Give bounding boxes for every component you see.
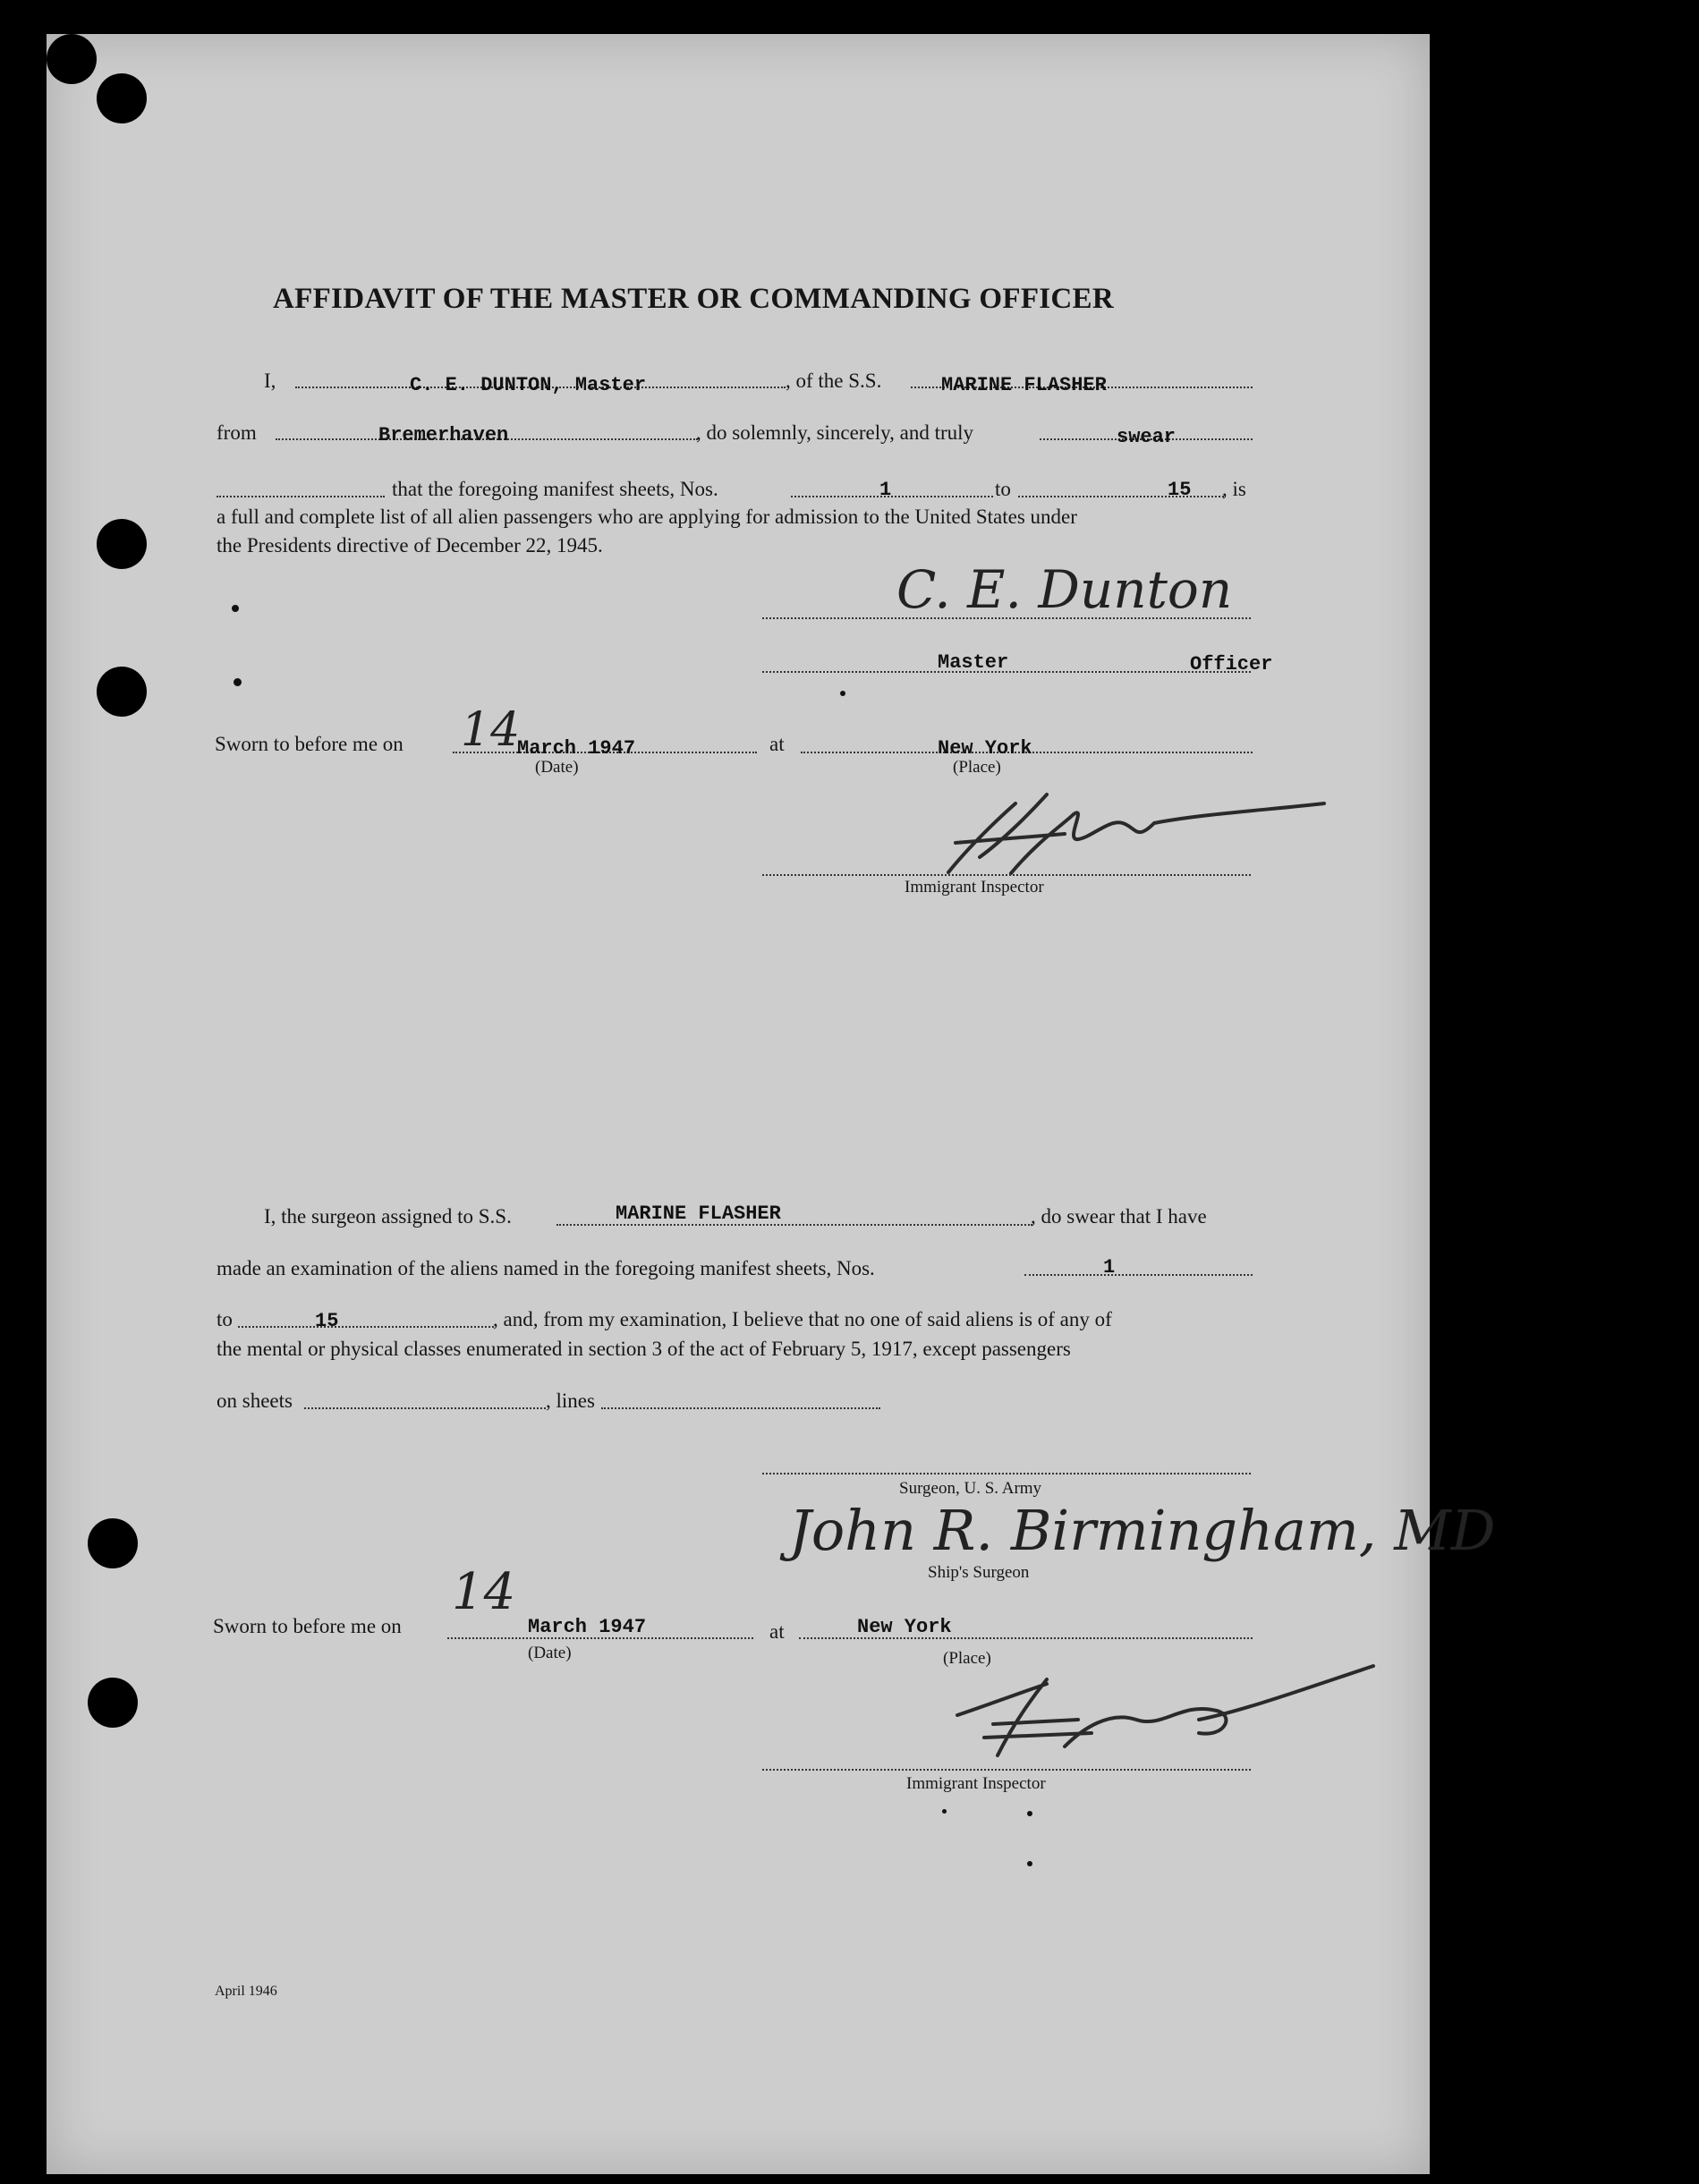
form-date: April 1946 [215,1984,277,1999]
date-caption: (Date) [535,758,579,777]
at-label-2: at [769,1620,785,1643]
on-sheets-line [304,1407,546,1409]
sworn-date-2: March 1947 [528,1616,647,1638]
lines-label: , lines [546,1389,595,1412]
rank: Master [938,651,1009,674]
rank-alt: Officer [1190,653,1273,676]
master-signature: C. E. Dunton [896,559,1233,620]
ship-name: MARINE FLASHER [941,374,1107,396]
inspector-caption-2: Immigrant Inspector [906,1774,1046,1793]
surgeon-line1-start: I, the surgeon assigned to S.S. [264,1205,512,1228]
sheet-from: 1 [879,479,892,501]
text-line2: a full and complete list of all alien passengers who are applying for admission to the United States under [217,506,1077,528]
surgeon-signature: John R. Birmingham, MD [789,1498,1496,1563]
master-name: C. E. DUNTON, Master [410,374,647,396]
text-of-the-ss: , of the S.S. [786,370,882,392]
text-is: , is [1222,478,1246,500]
punch-hole [47,34,97,84]
text-to: to [995,478,1011,500]
page-title: AFFIDAVIT OF THE MASTER OR COMMANDING OFFICER [273,283,1114,315]
inspector-signature-1 [930,787,1342,886]
text-solemnly: , do solemnly, sincerely, and truly [696,421,974,444]
speck [840,691,845,696]
port: Bremerhaven [378,424,509,446]
surgeon-line1-end: , do swear that I have [1031,1205,1207,1228]
surgeon-sheet-from: 1 [1103,1256,1116,1279]
punch-hole [97,667,147,717]
surgeon-to-line [238,1326,494,1328]
sworn-date: March 1947 [517,737,636,760]
army-line [762,1473,1251,1474]
speck [942,1809,947,1814]
speck [234,678,242,686]
punch-hole [97,73,147,123]
sheet-to: 15 [1168,479,1192,501]
surgeon-ship-name: MARINE FLASHER [616,1202,781,1225]
at-label: at [769,733,785,755]
sworn-place-2: New York [857,1616,952,1638]
sheet-to-line [1018,496,1224,497]
inspector-line-1 [762,874,1251,876]
text-i: I, [264,370,276,392]
affidavit-page [47,34,1430,2174]
inspector-signature-2 [930,1666,1378,1764]
inspector-caption-1: Immigrant Inspector [905,878,1044,897]
signature-line [762,617,1251,619]
sworn-place: New York [938,737,1032,760]
surgeon-line2: made an examination of the aliens named in the foregoing manifest sheets, Nos. [217,1257,875,1279]
speck [232,605,239,612]
blank-line [217,496,385,497]
oath: swear [1117,426,1177,448]
punch-hole [97,519,147,569]
on-sheets-label: on sheets [217,1389,293,1412]
surgeon-line3-end: , and, from my examination, I believe that no one of said aliens is of any of [493,1308,1112,1330]
sworn-label: Sworn to before me on [215,733,404,755]
text-manifest: that the foregoing manifest sheets, Nos. [392,478,718,500]
surgeon-line4: the mental or physical classes enumerated in section 3 of the act of February 5, 1917, except passengers [217,1338,1071,1360]
surgeon-sheet-to: 15 [315,1310,339,1332]
text-line3: the Presidents directive of December 22, 1945. [217,534,603,557]
sheet-from-line [791,496,993,497]
punch-hole [88,1678,138,1728]
sworn-day-2: 14 [452,1563,516,1621]
surgeon-from-line [1024,1274,1253,1276]
army-caption: Surgeon, U. S. Army [899,1479,1042,1498]
speck [1027,1811,1032,1816]
lines-line [601,1407,880,1409]
place-caption: (Place) [953,758,1001,777]
text-from: from [217,421,257,444]
punch-hole [88,1518,138,1568]
inspector-line-2 [762,1769,1251,1771]
sworn-label-2: Sworn to before me on [213,1615,402,1637]
speck [1027,1861,1032,1866]
date-caption-2: (Date) [528,1644,572,1662]
surgeon-to: to [217,1308,233,1330]
sworn-day: 14 [461,703,521,757]
ship-surgeon-caption: Ship's Surgeon [928,1563,1030,1582]
place-caption-2: (Place) [943,1649,991,1668]
